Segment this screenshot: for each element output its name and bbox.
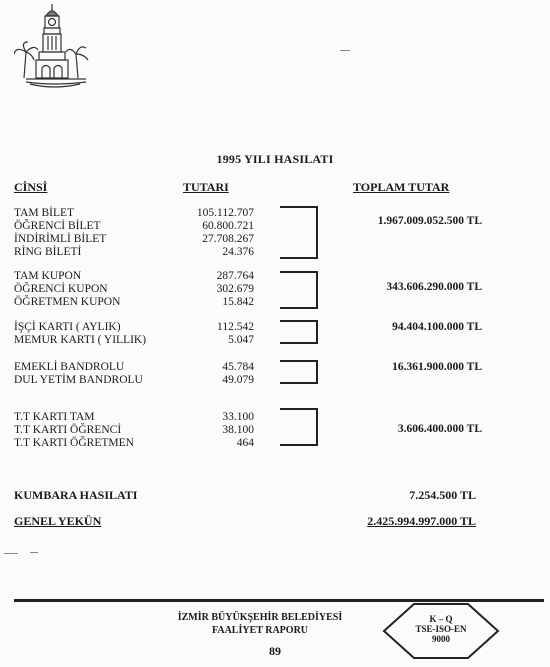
- page-title: 1995 YILI HASILATI: [216, 152, 334, 166]
- item-amount: 464: [236, 437, 254, 449]
- item-label: ÖĞRENCİ BİLET: [14, 220, 101, 232]
- header-type: CİNSİ: [14, 180, 48, 194]
- header-total: TOPLAM TUTAR: [353, 180, 450, 194]
- item-label: ÖĞRETMEN KUPON: [14, 296, 121, 308]
- item-amount: 60.800.721: [202, 220, 254, 232]
- item-amount: 33.100: [222, 411, 254, 423]
- item-amount: 15.842: [222, 296, 254, 308]
- cert-line-3: 9000: [432, 634, 450, 644]
- footer-report-name: FAALİYET RAPORU: [211, 625, 309, 636]
- item-label: T.T KARTI ÖĞRETMEN: [14, 437, 134, 449]
- item-amount: 38.100: [222, 424, 254, 436]
- item-label: RİNG BİLETİ: [14, 246, 82, 258]
- item-label: İNDİRİMLİ BİLET: [14, 233, 107, 245]
- item-amount: 45.784: [222, 361, 254, 373]
- item-amount: 24.376: [222, 246, 254, 258]
- genel-yekun-value: 2.425.994.997.000 TL: [367, 514, 476, 528]
- item-amount: 302.679: [216, 283, 254, 295]
- kumbara-label: KUMBARA HASILATI: [14, 488, 138, 502]
- footer-org-name: İZMİR BÜYÜKŞEHİR BELEDİYESİ: [177, 612, 343, 623]
- item-amount: 105.112.707: [196, 207, 254, 219]
- item-label: DUL YETİM BANDROLU: [14, 374, 143, 386]
- group-total: 343.606.290.000 TL: [386, 281, 482, 293]
- page-number: 89: [269, 644, 281, 658]
- item-label: ÖĞRENCİ KUPON: [14, 283, 108, 295]
- item-label: T.T KARTI ÖĞRENCİ: [14, 424, 122, 436]
- group-total: 1.967.009.052.500 TL: [377, 215, 482, 227]
- item-label: MEMUR KARTI ( YILLIK): [14, 334, 147, 346]
- item-label: T.T KARTI TAM: [14, 411, 95, 423]
- clock-tower-icon: [14, 2, 94, 92]
- item-amount: 5.047: [228, 334, 254, 346]
- kumbara-value: 7.254.500 TL: [409, 488, 476, 502]
- genel-yekun-label: GENEL YEKÜN: [14, 514, 102, 528]
- item-label: TAM KUPON: [14, 270, 82, 282]
- group-total: 94.404.100.000 TL: [392, 321, 482, 333]
- quality-cert-text: [376, 614, 506, 644]
- header-amount: TUTARI: [183, 180, 229, 194]
- item-label: İŞÇİ KARTI ( AYLIK): [14, 321, 121, 333]
- item-amount: 112.542: [217, 321, 254, 333]
- group-total: 16.361.900.000 TL: [392, 361, 482, 373]
- cert-line-1: K – Q: [429, 614, 453, 624]
- cert-line-2: TSE-ISO-EN: [415, 624, 467, 634]
- item-amount: 27.708.267: [202, 233, 254, 245]
- item-amount: 49.079: [222, 374, 254, 386]
- group-bracket: [280, 206, 318, 259]
- item-label: TAM BİLET: [14, 207, 75, 219]
- scan-speck: [340, 50, 350, 51]
- scan-speck: [30, 552, 38, 553]
- item-label: EMEKLİ BANDROLU: [14, 361, 125, 373]
- group-total: 3.606.400.000 TL: [397, 423, 482, 435]
- scan-speck: [4, 553, 18, 554]
- footer-org: [160, 611, 360, 637]
- item-amount: 287.764: [216, 270, 254, 282]
